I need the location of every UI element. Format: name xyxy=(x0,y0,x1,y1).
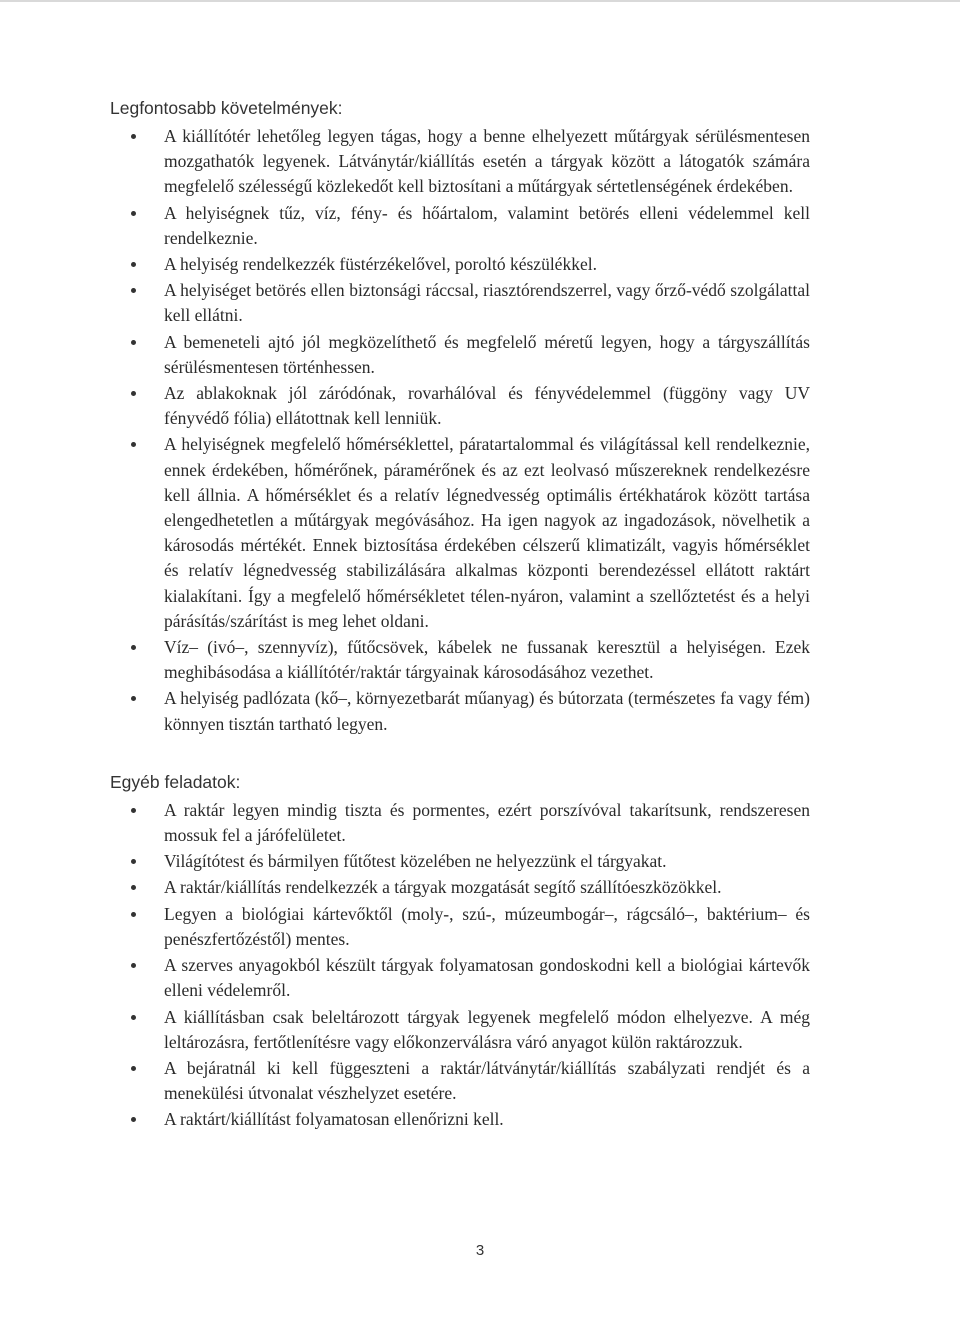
bullet-icon xyxy=(131,963,136,968)
bullet-icon xyxy=(131,288,136,293)
list-item-text: A kiállításban csak beleltározott tárgyak legyenek megfelelő módon elhelyezve. A még leltározásra, fertőtlenítésre vagy előkonzerválásra váró anyagot külön raktározzuk. xyxy=(164,1006,810,1052)
bullet-icon xyxy=(131,696,136,701)
list-item xyxy=(110,635,810,685)
bullet-icon xyxy=(131,912,136,917)
list-item xyxy=(110,381,810,431)
list-item-text: A szerves anyagokból készült tárgyak folyamatosan gondoskodni kell a biológiai kártevők elleni védelemről. xyxy=(164,955,810,1001)
list-item-text: A bejáratnál ki kell függeszteni a raktár/látványtár/kiállítás szabályzati rendjét és a menekülési útvonalat vészhelyzet esetére. xyxy=(164,1057,810,1104)
list-item xyxy=(110,330,810,380)
list-item xyxy=(110,278,810,328)
bullet-icon xyxy=(131,645,136,650)
list-item-text: A helyiség rendelkezzék füstérzékelővel, poroltó készülékkel. xyxy=(164,254,597,275)
page-number: 3 xyxy=(475,1242,485,1259)
list-item xyxy=(110,849,810,874)
bullet-icon xyxy=(131,391,136,396)
list-item xyxy=(110,124,810,200)
list-item xyxy=(110,1056,810,1106)
section-heading-requirements: Legfontosabb követelmények: xyxy=(110,98,343,118)
bullet-icon xyxy=(131,262,136,267)
list-item xyxy=(110,686,810,736)
list-item-text: A helyiségnek tűz, víz, fény- és hőártalom, valamint betörés elleni védelemmel kell rendelkeznie. xyxy=(164,202,810,248)
bullet-icon xyxy=(131,442,136,447)
list-item-text: A helyiségnek megfelelő hőmérséklettel, páratartalommal és világítással kell rendelkeznie, ennek érdekében, hőmérőnek, páramérőnek és az ezt leolvasó műszereknek rendelkezésre kell állnia. A hőmérséklet és a relatív légnedvesség optimális értékhatárok között tartása elengedhetetlen a műtárgyak megóvásához. Ha igen nagyok az ingadozások, növelhetik a károsodás mértékét. Ennek biztosítása érdekében célszerű klimatizált, vagyis hőmérséklet és relatív légnedvesség stabilizálására alkalmas központi berendezéssel ellátott raktárt kialakítani. Így a megfelelő hőmérsékletet télen-nyáron, valamint a szellőztetést és a helyi párásítás/szárítást is meg lehet oldani. xyxy=(164,434,810,631)
bullet-icon xyxy=(131,340,136,345)
section-heading-other-tasks: Egyéb feladatok: xyxy=(110,771,241,792)
scan-top-edge xyxy=(0,0,960,2)
list-item xyxy=(110,252,810,277)
bullet-icon xyxy=(131,134,136,139)
list-item-text: Legyen a biológiai kártevőktől (moly-, szú-, múzeumbogár–, rágcsáló–, baktérium– és penészfertőzéstől) mentes. xyxy=(164,903,810,949)
list-item-text: A helyiséget betörés ellen biztonsági ráccsal, riasztórendszerrel, vagy őrző-védő szolgálattal kell ellátni. xyxy=(164,280,810,326)
list-item-text: A kiállítótér lehetőleg legyen tágas, hogy a benne elhelyezett műtárgyak sérülésmentesen mozgathatók legyenek. Látványtár/kiállítás esetén a tárgyak között a látogatók számára megfelelő szélességű közlekedőt kell biztosítani a műtárgyak sértetlenségének érdekében. xyxy=(164,126,810,197)
list-item-text: Az ablakoknak jól záródónak, rovarhálóval és fényvédelemmel (függöny vagy UV fényvédő fólia) ellátottnak kell lenniük. xyxy=(164,383,810,429)
list-item xyxy=(110,1005,810,1055)
bullet-icon xyxy=(131,885,136,890)
requirements-list xyxy=(110,124,810,737)
list-item xyxy=(110,1107,810,1132)
list-item xyxy=(110,201,810,251)
list-item xyxy=(110,902,810,952)
bullet-icon xyxy=(131,1117,136,1122)
list-item-text: Világítótest és bármilyen fűtőtest közelében ne helyezzünk el tárgyakat. xyxy=(164,851,667,872)
list-item xyxy=(110,432,810,634)
document-page xyxy=(110,96,810,1134)
list-item-text: A bemeneteli ajtó jól megközelíthető és megfelelő méretű legyen, hogy a tárgyszállítás sérülésmentesen történhessen. xyxy=(164,331,810,377)
bullet-icon xyxy=(131,211,136,216)
section-other-tasks xyxy=(110,770,810,1133)
list-item xyxy=(110,953,810,1003)
section-requirements xyxy=(110,96,810,737)
list-item xyxy=(110,798,810,848)
list-item-text: A raktárt/kiállítást folyamatosan ellenőrizni kell. xyxy=(164,1109,504,1130)
bullet-icon xyxy=(131,1066,136,1071)
list-item-text: A helyiség padlózata (kő–, környezetbarát műanyag) és bútorzata (természetes fa vagy fém) könnyen tisztán tartható legyen. xyxy=(164,688,810,734)
bullet-icon xyxy=(131,1015,136,1020)
other-tasks-list xyxy=(110,798,810,1133)
list-item-text: A raktár/kiállítás rendelkezzék a tárgyak mozgatását segítő szállítóeszközökkel. xyxy=(164,877,722,898)
bullet-icon xyxy=(131,859,136,864)
list-item-text: A raktár legyen mindig tiszta és pormentes, ezért porszívóval takarítsunk, rendszeresen mossuk fel a járófelületet. xyxy=(164,799,810,846)
list-item xyxy=(110,875,810,900)
list-item-text: Víz– (ivó–, szennyvíz), fűtőcsövek, kábelek ne fussanak keresztül a helyiségen. Ezek meghibásodása a kiállítótér/raktár tárgyainak károsodásához vezethet. xyxy=(164,637,810,683)
bullet-icon xyxy=(131,808,136,813)
